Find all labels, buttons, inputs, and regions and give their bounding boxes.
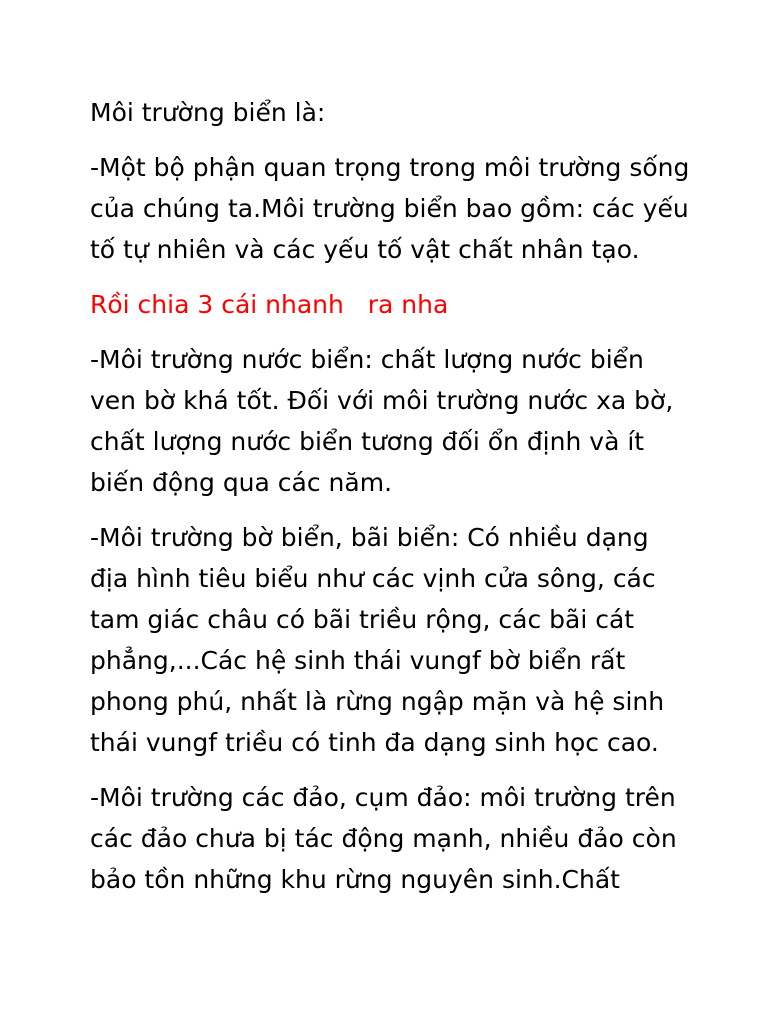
- paragraph-red-note: Rồi chia 3 cái nhanh ra nha: [90, 290, 449, 319]
- paragraph-islands: -Môi trường các đảo, cụm đảo: môi trường trên các đảo chưa bị tác động mạnh, nhiều đảo còn bảo tồn những khu rừng nguyên sinh.Chất: [90, 783, 685, 894]
- paragraph-definition: -Một bộ phận quan trọng trong môi trường sống của chúng ta.Môi trường biển bao gồm: các yếu tố tự nhiên và các yếu tố vật chất nhân tạo.: [90, 153, 698, 264]
- paragraph-coast-beach: -Môi trường bờ biển, bãi biển: Có nhiều dạng địa hình tiêu biểu như các vịnh cửa sông, các tam giác châu có bãi triều rộng, các bãi cát phẳng,...Các hệ sinh thái vungf bờ biển rất phong phú, nhất là rừng ngập mặn và hệ sinh thái vungf triều có tinh đa dạng sinh học cao.: [90, 523, 673, 757]
- paragraph-heading: Môi trường biển là:: [90, 98, 326, 127]
- paragraph-sea-water: -Môi trường nước biển: chất lượng nước biển ven bờ khá tốt. Đối với môi trường nước xa bờ, chất lượng nước biển tương đối ổn định và ít biến động qua các năm.: [90, 345, 682, 497]
- document-page: [90, 92, 698, 914]
